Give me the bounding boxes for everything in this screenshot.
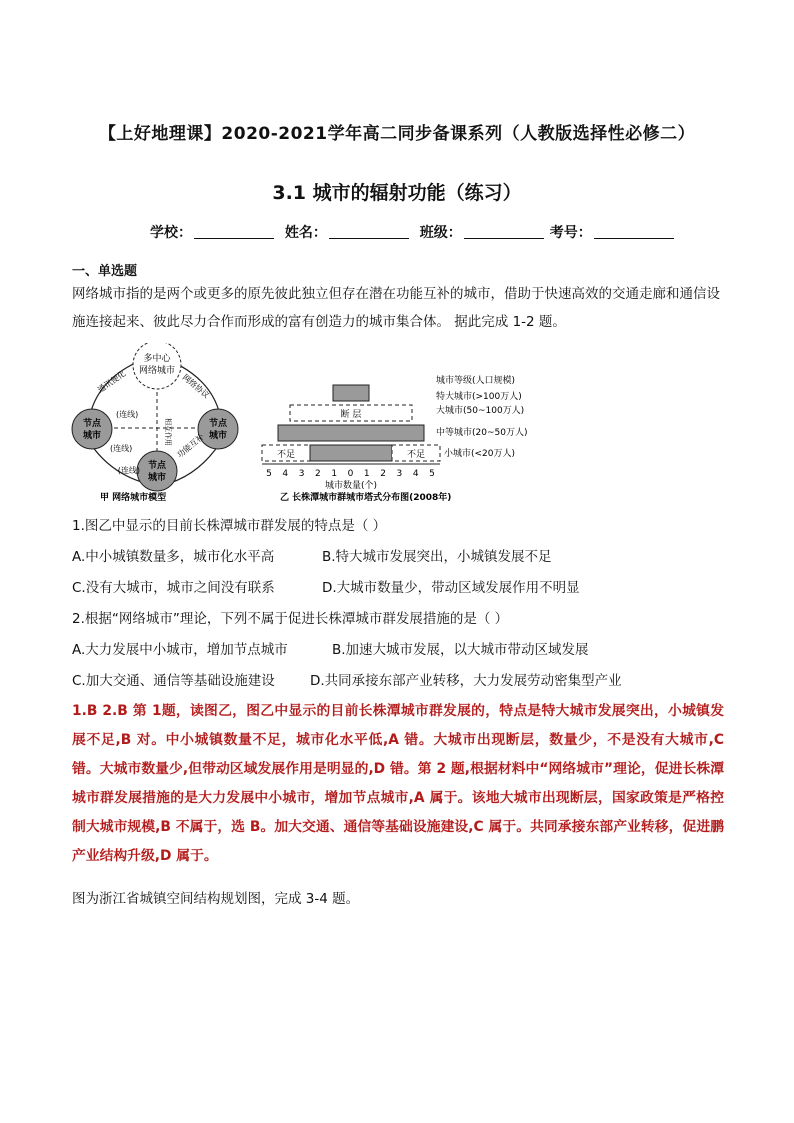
break-label: 断 层 [340, 410, 362, 420]
q1-option-d[interactable]: D.大城市数量少，带动区域发展作用不明显 [322, 580, 580, 596]
axis-tick-label: 2 [315, 469, 321, 479]
figure-b-pyramid [262, 374, 527, 503]
q2-option-d[interactable]: D.共同承接东部产业转移，大力发展劳动密集型产业 [310, 673, 622, 689]
name-label: 姓名： [284, 225, 327, 241]
axis-tick-label: 2 [380, 469, 386, 479]
edge-label-tr: 网络协议 [180, 372, 212, 401]
axis-label: 城市数量(个) [324, 481, 378, 491]
edge-label-bl2: (连线) [117, 466, 140, 475]
legend-title: 城市等级(人口规模) [436, 376, 516, 386]
name-blank[interactable] [329, 224, 409, 239]
axis-tick-label: 3 [298, 469, 305, 479]
figure-b-caption: 乙 长株潭城市群城市塔式分布图(2008年) [280, 493, 452, 503]
node-bottom-label-1: 节点 [147, 461, 167, 471]
bar-medium-city [278, 425, 424, 441]
q2-option-c[interactable]: C.加大交通、通信等基础设施建设 [72, 673, 275, 689]
bar-megacity [333, 385, 369, 401]
q1-option-b[interactable]: B.特大城市发展突出，小城镇发展不足 [322, 549, 552, 565]
legend-item-3: 中等城市(20~50万人) [436, 428, 528, 438]
intro-paragraph: 网络城市指的是两个或更多的原先彼此独立但存在潜在功能互补的城市，借助于快速高效的交通走廊和通信设施连接起来、彼此尽力合作而形成的富有创造力的城市集合体。 据此完成 1-2 题。 [72, 286, 720, 330]
axis-tick-label: 3 [396, 469, 403, 479]
axis-tick-label: 0 [347, 469, 354, 479]
edge-label-br: 功能互补 [175, 432, 206, 460]
node-left [72, 409, 112, 449]
question-2-stem: 2.根据“网络城市”理论，下列不属于促进长株潭城市群发展措施的是（ ） [72, 611, 509, 627]
node-right-label-2: 城市 [208, 431, 228, 441]
legend-item-4: 小城市(<20万人) [444, 449, 516, 459]
figures-svg [70, 343, 570, 505]
exam-no-label: 考号： [549, 225, 592, 241]
figure-a-caption: 甲 网络城市模型 [100, 493, 167, 503]
student-info-line [150, 222, 680, 242]
q1-option-a[interactable]: A.中小城镇数量多，城市化水平高 [72, 549, 275, 565]
series-title: 【上好地理课】2020-2021学年高二同步备课系列（人教版选择性必修二） [98, 124, 696, 144]
bar-small-city [310, 445, 392, 461]
figure-a-network-model [72, 343, 238, 503]
edge-bottom-right [170, 443, 220, 483]
section-heading: 一、单选题 [72, 264, 138, 279]
q1-option-c[interactable]: C.没有大城市，城市之间没有联系 [72, 580, 275, 596]
right-shortage-label: 不足 [406, 450, 426, 460]
legend-item-2: 大城市(50~100万人) [436, 406, 525, 416]
axis-tick-label: 5 [266, 469, 272, 479]
node-left-label-1: 节点 [82, 419, 102, 429]
axis-tick-label: 4 [282, 469, 289, 479]
q2-option-a[interactable]: A.大力发展中小城市，增加节点城市 [72, 642, 288, 658]
q2-option-b[interactable]: B.加速大城市发展，以大城市带动区域发展 [332, 642, 589, 658]
answer-explanation: 1.B 2.B 第 1题，读图乙，图乙中显示的目前长株潭城市群发展的，特点是特大城市发展突出，小城镇发展不足,B 对。中小城镇数量不足，城市化水平低,A 错。大城市出现断层，数量少，不是没有大城市,C 错。大城市数量少,但带动区域发展作用是明显的,D 错。第 2 题,根据材料中“网络城市”理论，促进长株潭城市群发展措施的是大力发展中小城市，增加节点城市,A 属于。该地大城市出现断层，国家政策是严格控制大城市规模,B 不属于，选 B。加大交通、通信等基础设施建设,C 属于。共同承接东部产业转移，促进鹏产业结构升级,D 属于。 [72, 703, 724, 864]
axis-tick-label: 5 [429, 469, 435, 479]
next-question-intro: 图为浙江省城镇空间结构规划图，完成 3-4 题。 [72, 891, 360, 907]
school-blank[interactable] [194, 224, 274, 239]
axis-tick-label: 1 [331, 469, 338, 479]
legend-item-1: 特大城市(>100万人) [436, 392, 522, 402]
edge-label-tl: 通讯便化 [95, 368, 128, 395]
axis-tick-label: 4 [412, 469, 419, 479]
node-left-label-2: 城市 [82, 431, 102, 441]
edge-label-vertical: 相互作用 [164, 418, 172, 446]
lesson-title: 3.1 城市的辐射功能（练习） [272, 182, 522, 204]
edge-label-mid: (连线) [116, 410, 139, 419]
school-label: 学校： [150, 225, 192, 241]
figure-container [70, 343, 570, 509]
edge-label-bl: (连线) [110, 444, 133, 453]
class-blank[interactable] [464, 224, 544, 239]
left-shortage-label: 不足 [276, 450, 296, 460]
question-1-stem: 1.图乙中显示的目前长株潭城市群发展的特点是（ ） [72, 518, 387, 534]
node-bottom [137, 451, 177, 491]
node-right-label-1: 节点 [208, 419, 228, 429]
axis-tick-label: 1 [363, 469, 370, 479]
axis-tick-labels [266, 469, 435, 479]
exam-no-blank[interactable] [594, 224, 674, 239]
center-label-1: 多中心 [143, 354, 171, 364]
center-label-2: 网络城市 [138, 366, 176, 376]
node-bottom-label-2: 城市 [147, 473, 167, 483]
class-label: 班级： [419, 225, 462, 241]
node-right [198, 409, 238, 449]
